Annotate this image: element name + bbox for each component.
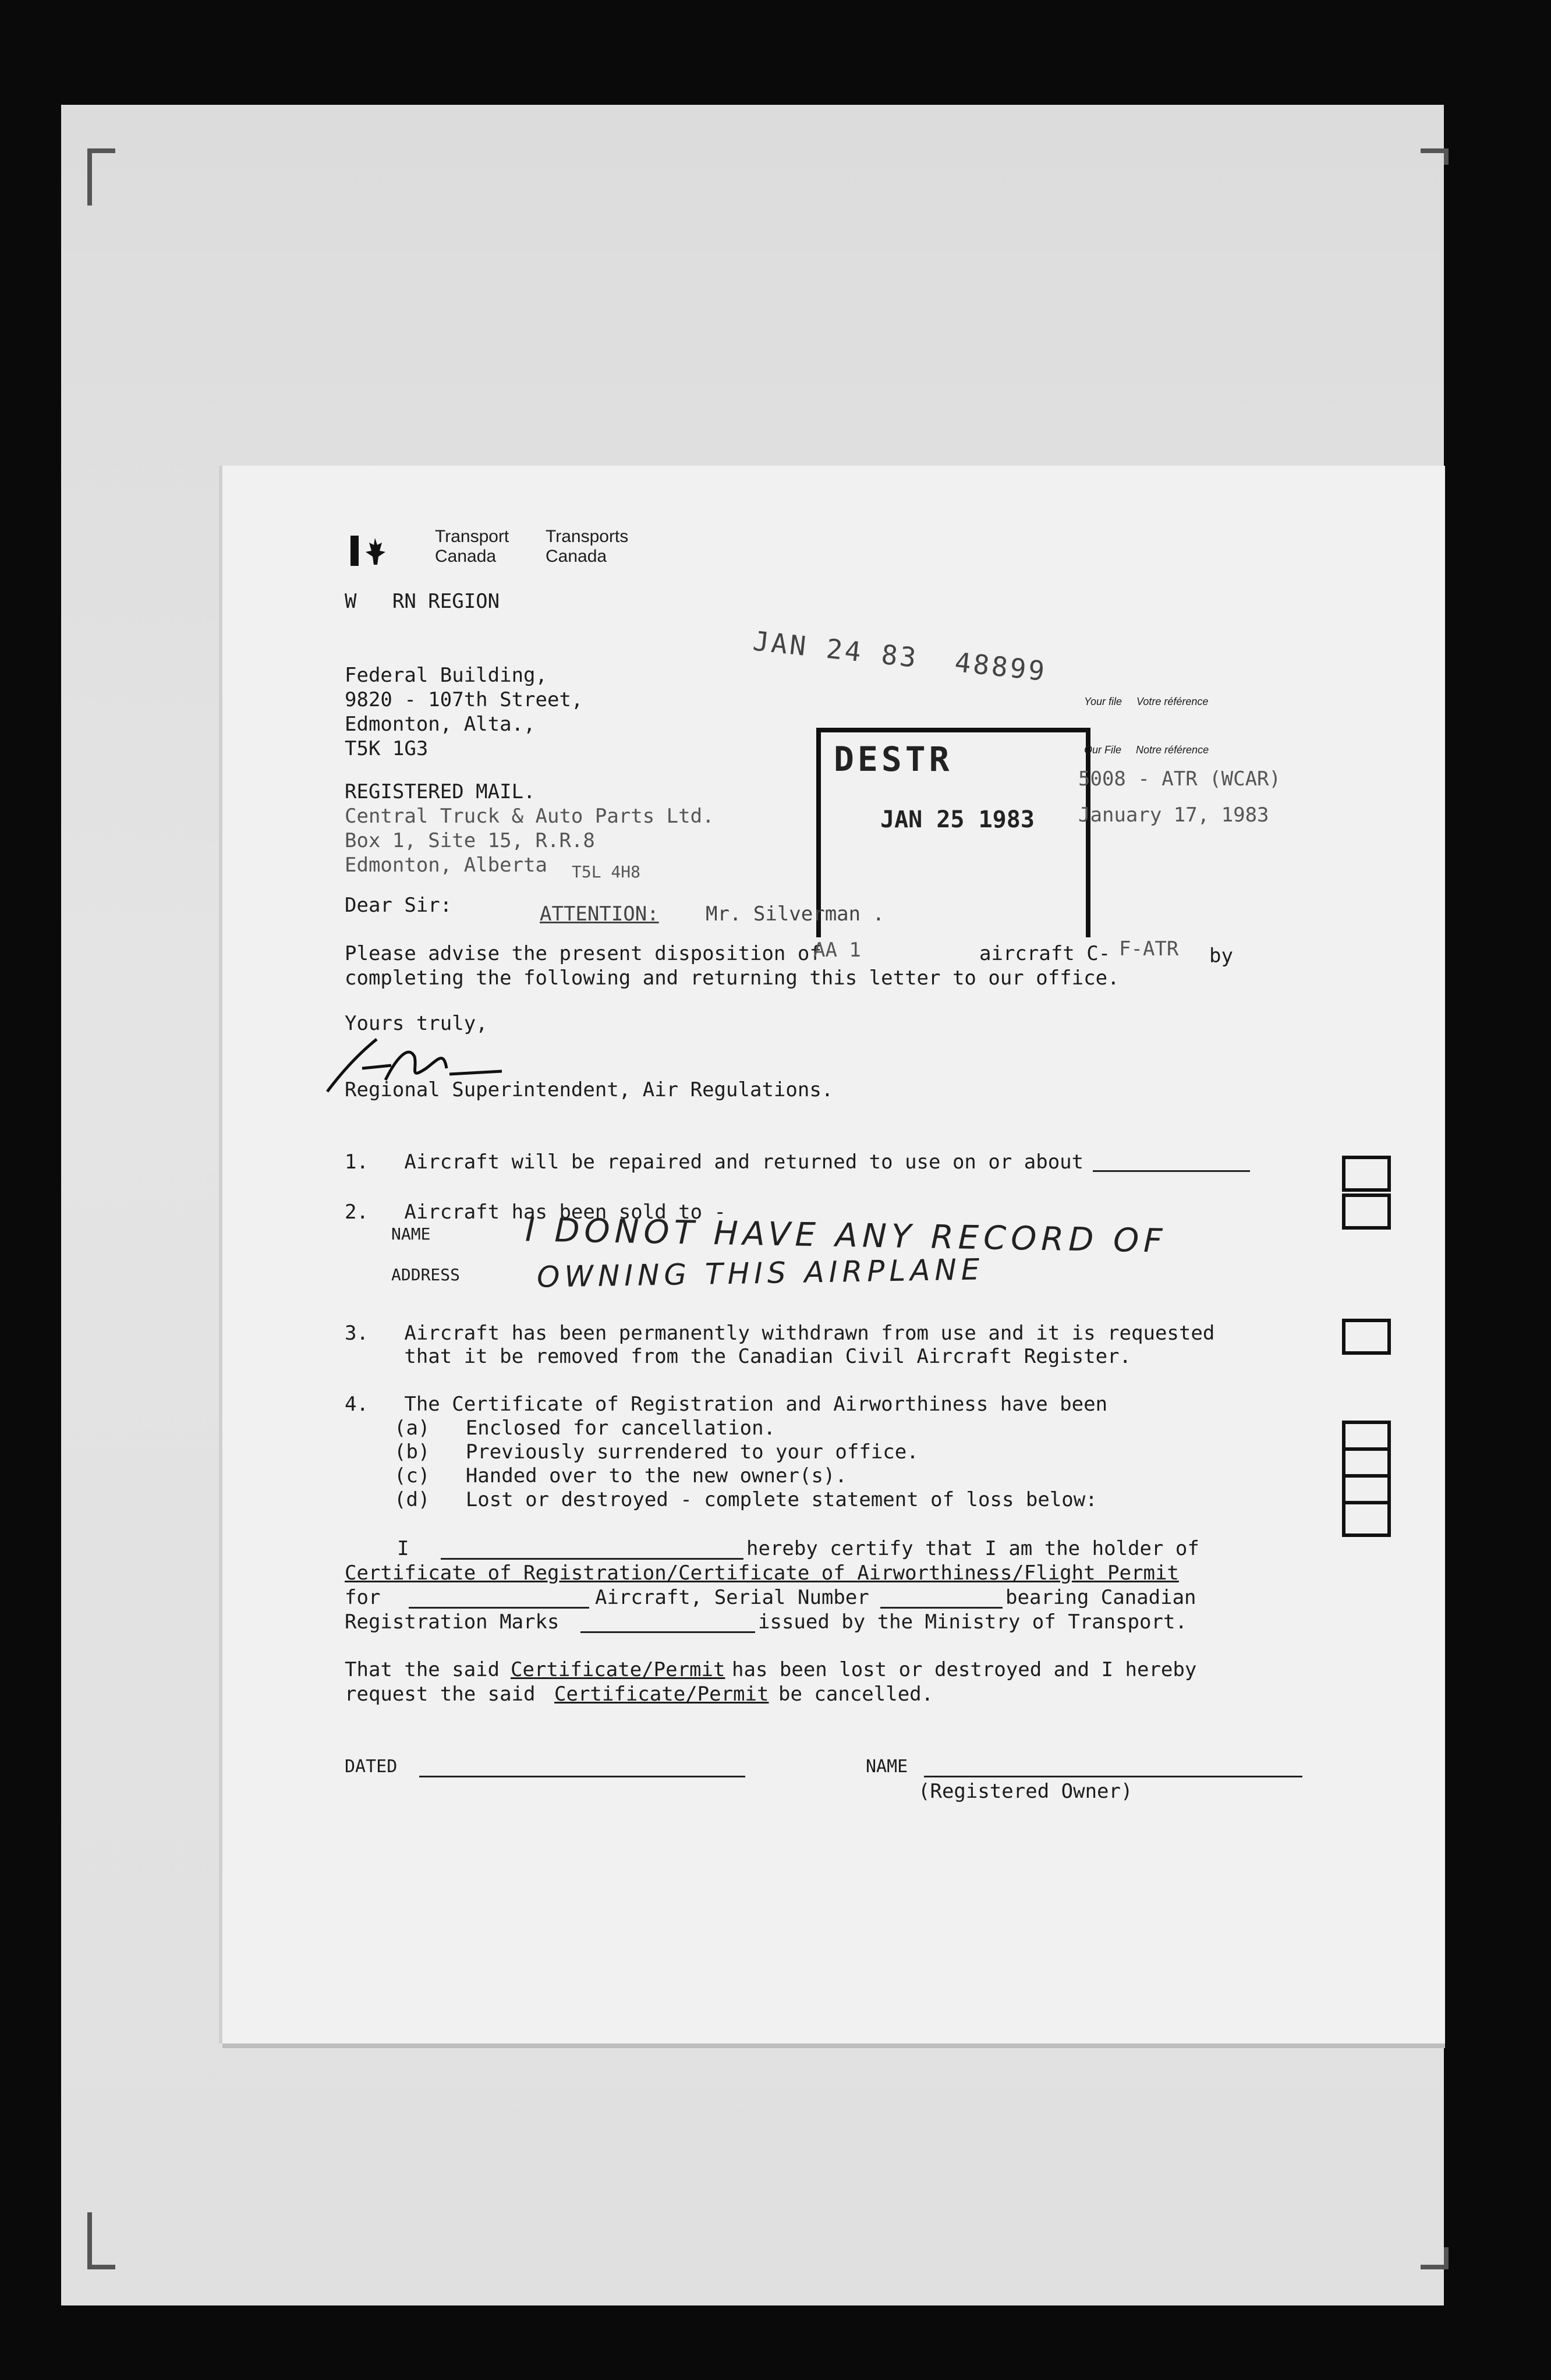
item-1-checkbox[interactable] (1342, 1156, 1391, 1192)
item-4a: (a) Enclosed for cancellation. (394, 1416, 776, 1440)
attention-label: ATTENTION: (540, 902, 659, 926)
item-3-line-1: 3. Aircraft has been permanently withdrawn from use and it is requested (345, 1322, 1215, 1345)
statement-registration-marks: Registration Marks (345, 1610, 560, 1634)
statement-that-the-said: That the said (345, 1658, 500, 1681)
item-2-checkbox[interactable] (1342, 1193, 1391, 1230)
dated-label: DATED (345, 1756, 398, 1777)
handwritten-note-line-2: OWNING THIS AIRPLANE (536, 1252, 985, 1294)
address-line-1: Federal Building, (345, 664, 547, 687)
letter-date: January 17, 1983 (1078, 803, 1269, 827)
statement-for: for (345, 1586, 381, 1609)
item-1-date-field[interactable] (1093, 1170, 1250, 1172)
item-4c: (c) Handed over to the new owner(s). (394, 1464, 847, 1488)
body-para-1-line-2: completing the following and returning this letter to our office. (345, 966, 1120, 990)
letter-page (222, 466, 1445, 2043)
statement-certificate-permit-2: Certificate/Permit (554, 1683, 769, 1706)
item-2-text: 2. Aircraft has been sold to - (345, 1200, 727, 1224)
address-line-2: 9820 - 107th Street, (345, 688, 583, 711)
item-3-line-2: that it be removed from the Canadian Civil Aircraft Register. (345, 1345, 1132, 1368)
holder-name-field[interactable] (441, 1558, 743, 1560)
statement-aircraft-serial: Aircraft, Serial Number (595, 1586, 869, 1609)
item-1-text: 1. Aircraft will be repaired and returned to use on or about (345, 1150, 1084, 1174)
statement-i: I (397, 1537, 409, 1560)
your-file-label: Your file Votre référence (1084, 696, 1209, 707)
recipient-box: Box 1, Site 15, R.R.8 (345, 829, 595, 852)
body-para-1: Please advise the present disposition of (345, 942, 821, 965)
serial-number-field[interactable] (880, 1607, 1003, 1609)
crop-mark-bottom-left (87, 2212, 115, 2269)
item-4b: (b) Previously surrendered to your office. (394, 1440, 919, 1464)
received-stamp-code: JAN 24 83 48899 (751, 625, 1049, 688)
signatory-title: Regional Superintendent, Air Regulations. (345, 1078, 834, 1102)
recipient-company: Central Truck & Auto Parts Ltd. (345, 805, 714, 828)
received-stamp-box-text: DESTR (834, 739, 953, 779)
mail-type: REGISTERED MAIL. (345, 780, 536, 803)
item-4d-checkbox[interactable] (1342, 1501, 1391, 1537)
received-stamp-date: JAN 25 1983 (880, 806, 1035, 833)
agency-name-fr: Transports (546, 527, 629, 546)
statement-request: request the said (345, 1683, 536, 1706)
statement-certify: hereby certify that I am the holder of (746, 1537, 1199, 1560)
handwritten-note-line-1: I DONOT HAVE ANY RECORD OF (525, 1211, 1167, 1260)
aircraft-type: AA 1 (813, 938, 861, 962)
aircraft-word: aircraft C- (979, 942, 1111, 965)
canada-flag-icon (345, 534, 391, 567)
item-3-checkbox[interactable] (1342, 1319, 1391, 1355)
statement-bearing: bearing Canadian (1005, 1586, 1196, 1609)
item-4-text: 4. The Certificate of Registration and Airworthiness have been (345, 1393, 1108, 1416)
file-number: 5008 - ATR (WCAR) (1078, 767, 1281, 791)
address-line-3: Edmonton, Alta., (345, 713, 536, 736)
salutation: Dear Sir: (345, 894, 452, 917)
region-heading: W RN REGION (345, 590, 500, 613)
statement-be-cancelled: be cancelled. (778, 1683, 934, 1706)
name-footer-label: NAME (866, 1756, 908, 1777)
statement-lost-text: has been lost or destroyed and I hereby (732, 1658, 1197, 1681)
crop-mark-top-right (1421, 148, 1449, 165)
statement-certificate-permit: Certificate/Permit (511, 1658, 725, 1681)
item-4d: (d) Lost or destroyed - complete statement of loss below: (394, 1488, 1097, 1511)
crop-mark-bottom-right (1421, 2247, 1449, 2269)
registered-owner-label: (Registered Owner) (918, 1780, 1133, 1803)
address-line-4: T5K 1G3 (345, 737, 429, 760)
our-file-label: Our File Notre référence (1084, 744, 1209, 756)
attention-name: Mr. Silverman . (706, 902, 885, 926)
statement-issued-by: issued by the Ministry of Transport. (758, 1610, 1187, 1634)
registered-owner-name-field[interactable] (924, 1776, 1302, 1777)
crop-mark-top-left (87, 148, 115, 206)
by-word: by (1209, 944, 1233, 968)
address-label: ADDRESS (391, 1265, 461, 1284)
registration-marks-field[interactable] (580, 1631, 755, 1633)
country-name-fr: Canada (546, 547, 607, 566)
aircraft-type-field[interactable] (409, 1607, 589, 1609)
certificate-types: Certificate of Registration/Certificate of Airworthiness/Flight Permit (345, 1561, 1179, 1585)
closing: Yours truly, (345, 1012, 488, 1035)
name-label: NAME (391, 1224, 431, 1244)
country-name-en: Canada (435, 547, 497, 566)
dated-field[interactable] (419, 1776, 745, 1777)
recipient-city: Edmonton, Alberta (345, 853, 547, 877)
aircraft-registration: F-ATR (1119, 937, 1179, 961)
agency-name-en: Transport (435, 527, 509, 546)
recipient-postal: T5L 4H8 (572, 862, 641, 881)
